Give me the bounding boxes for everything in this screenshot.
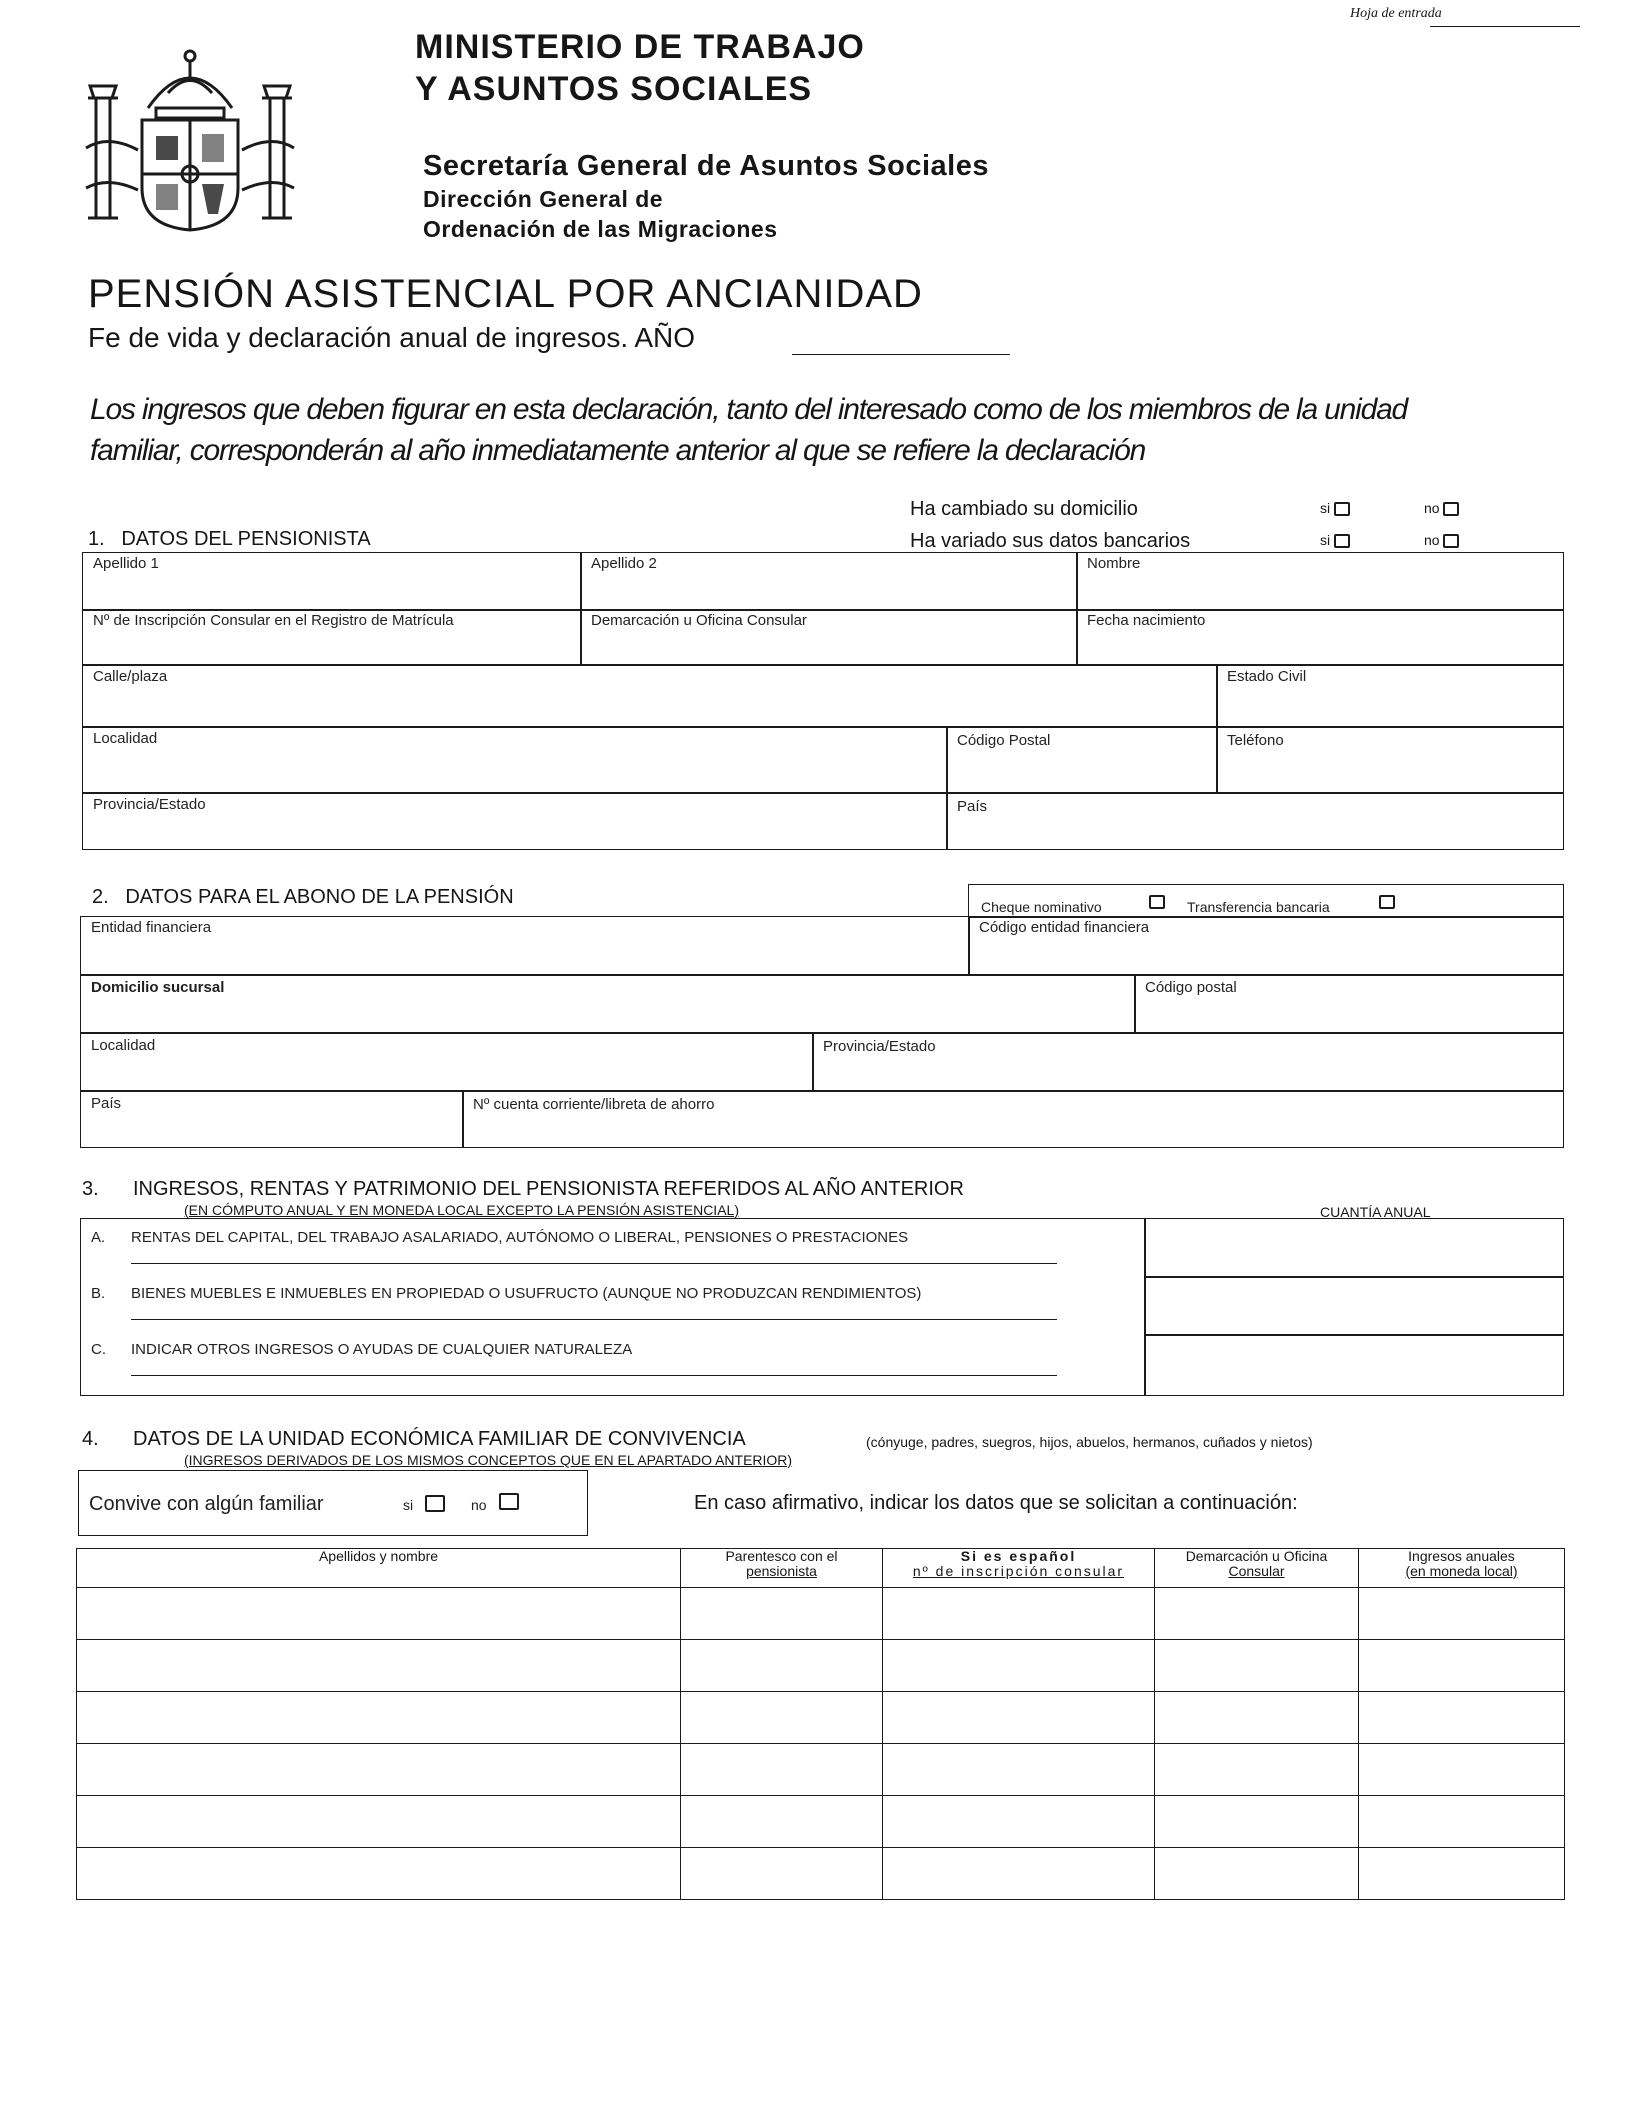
- changed-bank-label: Ha variado sus datos bancarios: [910, 530, 1191, 552]
- apellido1-label: Apellido 1: [93, 555, 159, 572]
- pais-label: País: [957, 798, 988, 815]
- convive-si-checkbox[interactable]: [425, 1495, 445, 1512]
- localidad-field[interactable]: [82, 726, 948, 794]
- numero-cuenta-field[interactable]: [462, 1090, 1564, 1148]
- cell-inscripcion[interactable]: [883, 1640, 1155, 1692]
- cell-demarcacion[interactable]: [1155, 1796, 1359, 1848]
- provincia-field[interactable]: [82, 792, 948, 850]
- codigo-entidad-field[interactable]: [968, 916, 1564, 976]
- cell-inscripcion[interactable]: [883, 1848, 1155, 1900]
- section3-subtitle: (EN CÓMPUTO ANUAL Y EN MONEDA LOCAL EXCEPTO LA PENSIÓN ASISTENCIAL): [184, 1202, 739, 1218]
- header-ingresos-line2: (en moneda local): [1405, 1563, 1518, 1579]
- fecha-nacimiento-label: Fecha nacimiento: [1087, 612, 1206, 629]
- cell-demarcacion[interactable]: [1155, 1848, 1359, 1900]
- cell-apellidos[interactable]: [77, 1692, 681, 1744]
- cell-apellidos[interactable]: [77, 1588, 681, 1640]
- ministry-line1: MINISTERIO DE TRABAJO: [415, 28, 865, 66]
- cuantia-b-field[interactable]: [1144, 1276, 1564, 1336]
- convive-label: Convive con algún familiar: [89, 1493, 324, 1515]
- nombre-label: Nombre: [1087, 555, 1141, 572]
- cell-ingresos[interactable]: [1359, 1588, 1565, 1640]
- telefono-field[interactable]: [1216, 726, 1564, 794]
- section4-title: DATOS DE LA UNIDAD ECONÓMICA FAMILIAR DE CONVIVENCIA: [133, 1428, 746, 1450]
- income-c-text: INDICAR OTROS INGRESOS O AYUDAS DE CUALQUIER NATURALEZA: [131, 1341, 633, 1358]
- header-demarcacion: [1155, 1549, 1359, 1588]
- income-b-line[interactable]: [131, 1319, 1057, 1320]
- apellido2-field[interactable]: [580, 552, 1078, 611]
- cell-ingresos[interactable]: [1359, 1640, 1565, 1692]
- section4-number: 4.: [82, 1428, 99, 1450]
- secretaria-general: Secretaría General de Asuntos Sociales: [423, 150, 989, 182]
- inscripcion-consular-field[interactable]: [82, 609, 582, 666]
- cell-demarcacion[interactable]: [1155, 1692, 1359, 1744]
- header-apellidos: [77, 1549, 681, 1588]
- transferencia-label: Transferencia bancaria: [1187, 899, 1330, 915]
- header-inscripcion: [883, 1549, 1155, 1588]
- cell-apellidos[interactable]: [77, 1744, 681, 1796]
- no-label: no: [1424, 500, 1440, 516]
- income-a-letter: A.: [91, 1229, 106, 1246]
- cell-apellidos[interactable]: [77, 1848, 681, 1900]
- year-input-line[interactable]: [792, 354, 1010, 355]
- inscripcion-consular-label: Nº de Inscripción Consular en el Registro de Matrícula: [93, 612, 454, 629]
- convive-si-label: si: [403, 1497, 414, 1513]
- changed-bank-no: [1424, 532, 1459, 548]
- cell-apellidos[interactable]: [77, 1640, 681, 1692]
- transferencia-checkbox[interactable]: [1379, 895, 1395, 909]
- codigo-entidad-label: Código entidad financiera: [979, 919, 1150, 936]
- family-table-header-row: [77, 1549, 1565, 1588]
- ministry-line2: Y ASUNTOS SOCIALES: [415, 70, 813, 108]
- income-b-text: BIENES MUEBLES E INMUEBLES EN PROPIEDAD O USUFRUCTO (AUNQUE NO PRODUZCAN RENDIMIENTOS): [131, 1285, 922, 1302]
- stamp-line: [1430, 26, 1580, 27]
- cell-parentesco[interactable]: [681, 1692, 883, 1744]
- coat-of-arms-logo: [78, 38, 302, 238]
- codigo-postal-banco-label: Código postal: [1145, 979, 1237, 996]
- table-row: [77, 1640, 1565, 1692]
- header-inscripcion-line1: Si es español: [960, 1548, 1077, 1564]
- entidad-financiera-label: Entidad financiera: [91, 919, 212, 936]
- section3-title: INGRESOS, RENTAS Y PATRIMONIO DEL PENSIONISTA REFERIDOS AL AÑO ANTERIOR: [133, 1178, 964, 1200]
- header-apellidos-line1: Apellidos y nombre: [318, 1548, 439, 1564]
- cell-inscripcion[interactable]: [883, 1588, 1155, 1640]
- cell-ingresos[interactable]: [1359, 1744, 1565, 1796]
- changed-address-no-checkbox[interactable]: [1443, 502, 1459, 516]
- provincia-banco-field[interactable]: [812, 1032, 1564, 1092]
- instructions-line1: Los ingresos que deben figurar en esta declaración, tanto del interesado como de los miembros de la unidad: [90, 393, 1408, 426]
- header-inscripcion-line2: nº de inscripción consular: [912, 1563, 1125, 1579]
- instructions-line2: familiar, corresponderán al año inmediatamente anterior al que se refiere la declaración: [90, 434, 1146, 467]
- header-parentesco-line1: Parentesco con el: [725, 1548, 838, 1564]
- income-b-letter: B.: [91, 1285, 106, 1302]
- header-parentesco-line2: pensionista: [746, 1563, 817, 1579]
- pais-field[interactable]: [946, 792, 1564, 850]
- table-row: [77, 1848, 1565, 1900]
- localidad-banco-field[interactable]: [80, 1032, 814, 1092]
- localidad-label: Localidad: [93, 730, 158, 747]
- cell-parentesco[interactable]: [681, 1588, 883, 1640]
- cheque-label: Cheque nominativo: [981, 899, 1102, 915]
- cell-apellidos[interactable]: [77, 1796, 681, 1848]
- cell-ingresos[interactable]: [1359, 1692, 1565, 1744]
- calle-field[interactable]: [82, 664, 1218, 728]
- header-parentesco: [681, 1549, 883, 1588]
- form-title: PENSIÓN ASISTENCIAL POR ANCIANIDAD: [88, 272, 923, 316]
- table-row: [77, 1588, 1565, 1640]
- provincia-banco-label: Provincia/Estado: [823, 1038, 936, 1055]
- income-c-line[interactable]: [131, 1375, 1057, 1376]
- demarcacion-label: Demarcación u Oficina Consular: [591, 612, 807, 629]
- convive-no-label: no: [471, 1497, 487, 1513]
- header-ingresos: [1359, 1549, 1565, 1588]
- section3-number: 3.: [82, 1178, 99, 1200]
- payment-method-box: [968, 884, 1564, 918]
- section1-title: 1. DATOS DEL PENSIONISTA: [88, 528, 371, 550]
- direccion-general-line2: Ordenación de las Migraciones: [423, 216, 778, 242]
- table-row: [77, 1796, 1565, 1848]
- form-subtitle: Fe de vida y declaración anual de ingresos. AÑO: [88, 322, 696, 353]
- changed-address-no: [1424, 500, 1459, 516]
- apellido2-label: Apellido 2: [591, 555, 657, 572]
- cell-demarcacion[interactable]: [1155, 1588, 1359, 1640]
- cell-inscripcion[interactable]: [883, 1692, 1155, 1744]
- provincia-label: Provincia/Estado: [93, 796, 206, 813]
- codigo-postal-field[interactable]: [946, 726, 1218, 794]
- cell-parentesco[interactable]: [681, 1640, 883, 1692]
- convive-no-checkbox[interactable]: [499, 1493, 519, 1510]
- demarcacion-field[interactable]: [580, 609, 1078, 666]
- cell-ingresos[interactable]: [1359, 1848, 1565, 1900]
- changed-bank-no-checkbox[interactable]: [1443, 534, 1459, 548]
- changed-address-si-checkbox[interactable]: [1334, 502, 1350, 516]
- localidad-banco-label: Localidad: [91, 1037, 156, 1054]
- income-a-line[interactable]: [131, 1263, 1057, 1264]
- domicilio-sucursal-label: Domicilio sucursal: [91, 979, 225, 996]
- changed-bank-si-checkbox[interactable]: [1334, 534, 1350, 548]
- convive-box: [78, 1470, 588, 1536]
- table-row: [77, 1744, 1565, 1796]
- cuantia-c-field[interactable]: [1144, 1334, 1564, 1396]
- afirmativo-instruction: En caso afirmativo, indicar los datos que se solicitan a continuación:: [694, 1492, 1298, 1514]
- table-row: [77, 1692, 1565, 1744]
- estado-civil-field[interactable]: [1216, 664, 1564, 728]
- section2-title: 2. DATOS PARA EL ABONO DE LA PENSIÓN: [92, 886, 514, 908]
- cell-parentesco[interactable]: [681, 1744, 883, 1796]
- section4-relatives-note: (cónyuge, padres, suegros, hijos, abuelos, hermanos, cuñados y nietos): [866, 1434, 1313, 1450]
- income-concepts-box: [80, 1218, 1146, 1396]
- income-c-letter: C.: [91, 1341, 106, 1358]
- si-label: si: [1320, 532, 1331, 548]
- pais-banco-label: País: [91, 1095, 122, 1112]
- direccion-general-line1: Dirección General de: [423, 186, 664, 212]
- cuantia-a-field[interactable]: [1144, 1218, 1564, 1278]
- telefono-label: Teléfono: [1227, 732, 1284, 749]
- domicilio-sucursal-field[interactable]: [80, 974, 1136, 1034]
- codigo-postal-label: Código Postal: [957, 732, 1051, 749]
- cuantia-anual-label: CUANTÍA ANUAL: [1320, 1204, 1431, 1220]
- pais-banco-field[interactable]: [80, 1090, 464, 1148]
- cell-demarcacion[interactable]: [1155, 1640, 1359, 1692]
- cell-parentesco[interactable]: [681, 1848, 883, 1900]
- cell-inscripcion[interactable]: [883, 1744, 1155, 1796]
- changed-address-si: [1320, 500, 1350, 516]
- income-a-text: RENTAS DEL CAPITAL, DEL TRABAJO ASALARIADO, AUTÓNOMO O LIBERAL, PENSIONES O PRESTACIONES: [131, 1229, 909, 1246]
- cheque-checkbox[interactable]: [1149, 895, 1165, 909]
- fecha-nacimiento-field[interactable]: [1076, 609, 1564, 666]
- si-label: si: [1320, 500, 1331, 516]
- no-label: no: [1424, 532, 1440, 548]
- numero-cuenta-label: Nº cuenta corriente/libreta de ahorro: [473, 1096, 715, 1113]
- entry-stamp: Hoja de entrada: [1350, 6, 1442, 21]
- nombre-field[interactable]: [1076, 552, 1564, 611]
- cell-ingresos[interactable]: [1359, 1796, 1565, 1848]
- calle-label: Calle/plaza: [93, 668, 168, 685]
- changed-address-label: Ha cambiado su domicilio: [910, 498, 1138, 520]
- cell-inscripcion[interactable]: [883, 1796, 1155, 1848]
- family-members-table: [76, 1548, 1565, 1900]
- header-demarcacion-line1: Demarcación u Oficina: [1185, 1548, 1328, 1564]
- changed-bank-si: [1320, 532, 1350, 548]
- codigo-postal-banco-field[interactable]: [1134, 974, 1564, 1034]
- apellido1-field[interactable]: [82, 552, 582, 611]
- cell-demarcacion[interactable]: [1155, 1744, 1359, 1796]
- header-demarcacion-line2: Consular: [1228, 1563, 1285, 1579]
- entidad-financiera-field[interactable]: [80, 916, 970, 976]
- section4-subtitle: (INGRESOS DERIVADOS DE LOS MISMOS CONCEPTOS QUE EN EL APARTADO ANTERIOR): [184, 1452, 793, 1468]
- estado-civil-label: Estado Civil: [1227, 668, 1307, 685]
- header-ingresos-line1: Ingresos anuales: [1408, 1548, 1515, 1564]
- cell-parentesco[interactable]: [681, 1796, 883, 1848]
